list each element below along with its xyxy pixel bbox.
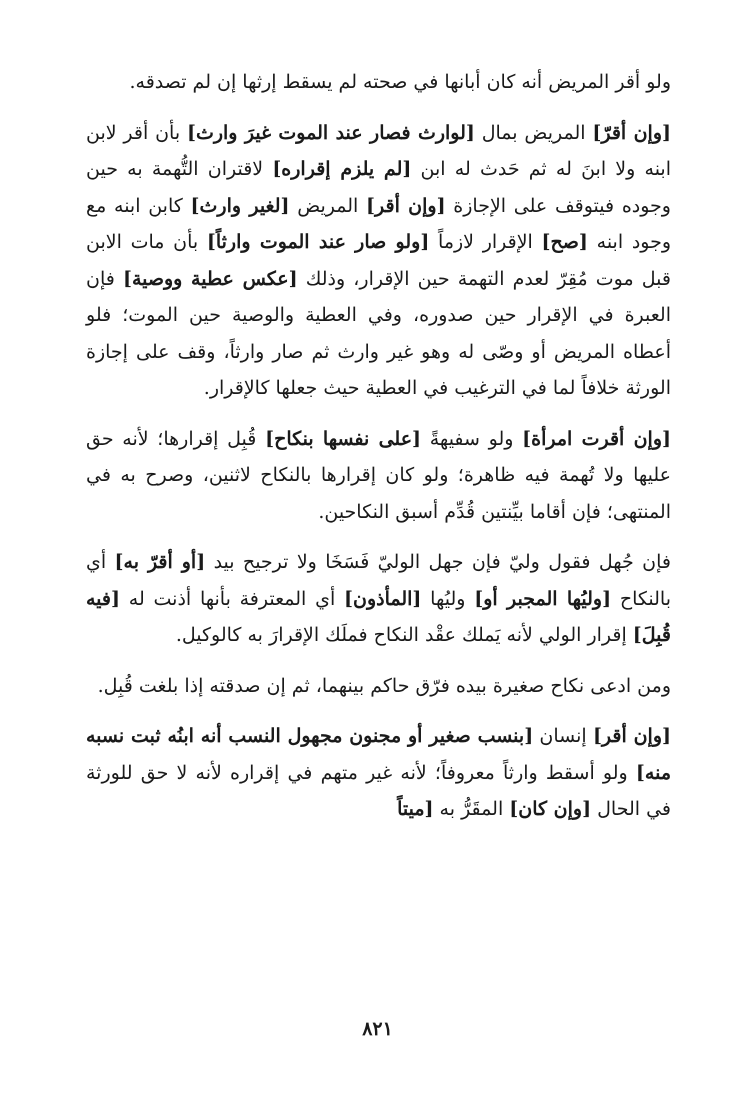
bold-term: [ولو صار عند الموت وارثاً]: [206, 231, 430, 253]
text-run: ولو أسقط وارثاً معروفاً؛ لأنه غير متهم في إقراره لأنه لا حق للورثة في الحال: [86, 761, 671, 820]
text-run: ومن ادعى نكاح صغيرة بيده فرّق حاكم بينهما، ثم إن صدقته إذا بلغت قُبِل.: [97, 674, 671, 697]
bold-term: [المأذون]: [344, 587, 422, 610]
bold-term: [عكس عطية ووصية]: [122, 267, 298, 290]
paragraph-3: [86, 421, 671, 531]
bold-term: [على نفسها بنكاح]: [265, 427, 422, 450]
text-run: إقرار الولي لأنه يَملك عقْد النكاح فملَك الإقرارَ به كالوكيل.: [175, 624, 633, 646]
bold-term: [وليُها المجبر أو]: [474, 587, 612, 610]
text-run: المريض: [289, 194, 367, 217]
text-run: وليُها: [421, 587, 475, 610]
text-run: كابن ابنه مع وجود ابنه: [86, 194, 672, 253]
bold-term: [لغير وارث]: [190, 194, 290, 217]
text-run: قُبِل إقرارها؛ لأنه حق عليها ولا تُهمة فيه ظاهرة؛ ولو كان إقرارها بالنكاح لاثنين، وصرح به في المنتهى؛ فإن أقاما بيِّنتين قُدِّم أسبق النكاحين.: [86, 427, 671, 523]
text-run: المريض بمال: [474, 121, 593, 144]
text-run: الإقرار لازماً: [429, 231, 542, 253]
body-text: [86, 64, 671, 828]
bold-term: [فيه قُبِلَ]: [86, 587, 671, 646]
bold-term: [ميتاً: [397, 798, 434, 820]
bold-term: [وإن أقر]: [366, 194, 446, 217]
paragraph-4: [86, 544, 671, 654]
text-run: أي المعترفة بأنها أذنت له: [120, 587, 344, 610]
page-number: ٨٢١: [362, 1018, 393, 1040]
text-run: فإن العبرة في الإقرار حين صدوره، وفي العطية والوصية حين الموت؛ فلو أعطاه المريض أو وصّى له وهو غير وارث ثم صار وارثاً، وقف على إجازة الورثة خلافاً لما في الترغيب في العطية حيث جعلها كالإقرار.: [86, 267, 671, 399]
text-run: إنسان: [533, 725, 593, 747]
text-run: بأن أقر لابن ابنه ولا ابنَ له ثم حَدث له ابن: [86, 121, 671, 180]
bold-term: [لم يلزم إقراره]: [272, 158, 412, 180]
text-run: فإن جُهل فقول وليّ فإن جهل الوليّ فَسَخَا ولا ترجيح بيد: [205, 551, 671, 573]
text-run: لاقتران التُّهمة به حين وجوده فيتوقف على الإجازة: [86, 158, 671, 217]
bold-term: [وإن كان]: [509, 798, 592, 820]
text-run: المقَرُّ به: [433, 798, 510, 820]
paragraph-1: [86, 64, 671, 101]
text-run: بأن مات الابن قبل موت مُقِرّ لعدم التهمة حين الإقرار، وذلك: [86, 231, 671, 290]
paragraph-6: [86, 718, 671, 828]
bold-term: [وإن أقر]: [592, 725, 671, 747]
bold-term: [صح]: [541, 231, 588, 253]
bold-term: [أو أقرّ به]: [114, 551, 206, 573]
text-run: أي بالنكاح: [86, 551, 672, 610]
paragraph-2: [86, 115, 671, 407]
bold-term: [وإن أقرّ]: [592, 121, 671, 144]
paragraph-5: [86, 668, 671, 705]
bold-term: [وإن أقرت امرأة]: [522, 427, 672, 450]
bold-term: [بنسب صغير أو مجنون مجهول النسب أنه ابنُه ثبت نسبه منه]: [86, 725, 671, 784]
text-run: ولو أقر المريض أنه كان أبانها في صحته لم يسقط إرثها إن لم تصدقه.: [129, 71, 671, 93]
text-run: ولو سفيهةً: [421, 427, 523, 450]
bold-term: [لوارث فصار عند الموت غيرَ وارث]: [186, 121, 475, 144]
